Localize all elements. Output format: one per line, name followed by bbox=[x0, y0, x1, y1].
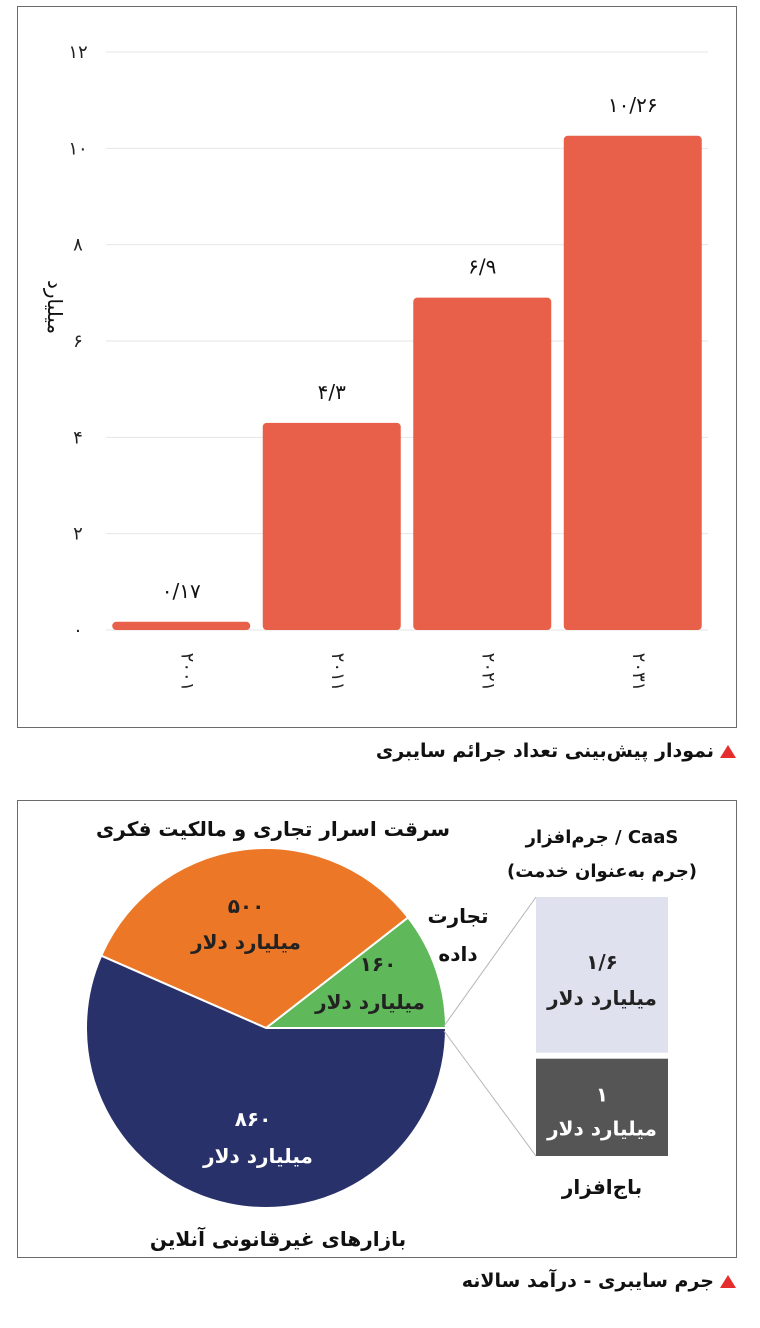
slice-unit-label: میلیارد دلار bbox=[315, 990, 425, 1014]
bar-value-label: ۰/۱۷ bbox=[161, 578, 201, 603]
slice-category-label: بازارهای غیرقانونی آنلاین bbox=[149, 1227, 407, 1251]
bar-chart bbox=[18, 7, 735, 726]
x-tick-label: ۲۰۱۱ bbox=[326, 652, 348, 692]
bar bbox=[263, 423, 401, 630]
slice-category-label: داده bbox=[438, 942, 478, 966]
pie-chart-caption-text: جرم سایبری - درآمد سالانه bbox=[461, 1270, 714, 1292]
breakdown-segment bbox=[536, 897, 668, 1053]
bar-value-label: ۴/۳ bbox=[317, 379, 346, 404]
breakdown-segment bbox=[536, 1059, 668, 1156]
slice-category-label: تجارت bbox=[427, 904, 489, 928]
x-tick-label: ۲۰۳۱ bbox=[627, 652, 649, 692]
bar bbox=[112, 622, 250, 630]
y-tick-label: ۲ bbox=[73, 523, 83, 545]
breakdown-unit-label: میلیارد دلار bbox=[547, 1116, 657, 1141]
breakdown-title: جرم‌افزار / CaaS bbox=[525, 827, 679, 848]
y-tick-label: ۱۰ bbox=[68, 138, 88, 160]
y-tick-label: ۰ bbox=[73, 620, 83, 641]
slice-category-label: سرقت اسرار تجاری و مالکیت فکری bbox=[95, 817, 451, 841]
y-tick-label: ۸ bbox=[73, 234, 83, 256]
slice-value-label: ۵۰۰ bbox=[227, 894, 265, 918]
pie-chart-caption bbox=[462, 1270, 736, 1292]
slice-value-label: ۸۶۰ bbox=[234, 1107, 272, 1131]
bar-chart-caption-text: نمودار پیش‌بینی تعداد جرائم سایبری bbox=[375, 740, 714, 762]
y-axis-label: میلیارد bbox=[43, 279, 67, 335]
bar-chart-panel bbox=[17, 6, 737, 728]
bar-value-label: ۶/۹ bbox=[468, 254, 497, 279]
y-tick-label: ۴ bbox=[73, 427, 83, 449]
caption-triangle-icon bbox=[720, 1275, 736, 1288]
breakdown-item-label: باج‌افزار bbox=[561, 1175, 643, 1199]
connector-line bbox=[444, 1031, 536, 1156]
breakdown-value-label: ۱ bbox=[595, 1082, 609, 1107]
caption-triangle-icon bbox=[720, 745, 736, 758]
slice-value-label: ۱۶۰ bbox=[359, 952, 397, 976]
bar bbox=[564, 136, 702, 630]
x-tick-label: ۲۰۰۱ bbox=[176, 652, 198, 692]
pie-chart bbox=[18, 801, 735, 1256]
bar-value-label: ۱۰/۲۶ bbox=[607, 92, 658, 117]
breakdown-unit-label: میلیارد دلار bbox=[547, 985, 657, 1010]
bar bbox=[413, 298, 551, 630]
slice-unit-label: میلیارد دلار bbox=[191, 930, 301, 954]
x-tick-label: ۲۰۲۱ bbox=[477, 652, 499, 692]
slice-unit-label: میلیارد دلار bbox=[203, 1144, 313, 1168]
bar-chart-caption bbox=[376, 740, 736, 762]
y-tick-label: ۶ bbox=[73, 331, 83, 352]
breakdown-value-label: ۱/۶ bbox=[586, 949, 618, 974]
pie-chart-panel bbox=[17, 800, 737, 1258]
y-tick-label: ۱۲ bbox=[68, 42, 88, 63]
breakdown-subtitle: (جرم به‌عنوان خدمت) bbox=[506, 861, 698, 882]
